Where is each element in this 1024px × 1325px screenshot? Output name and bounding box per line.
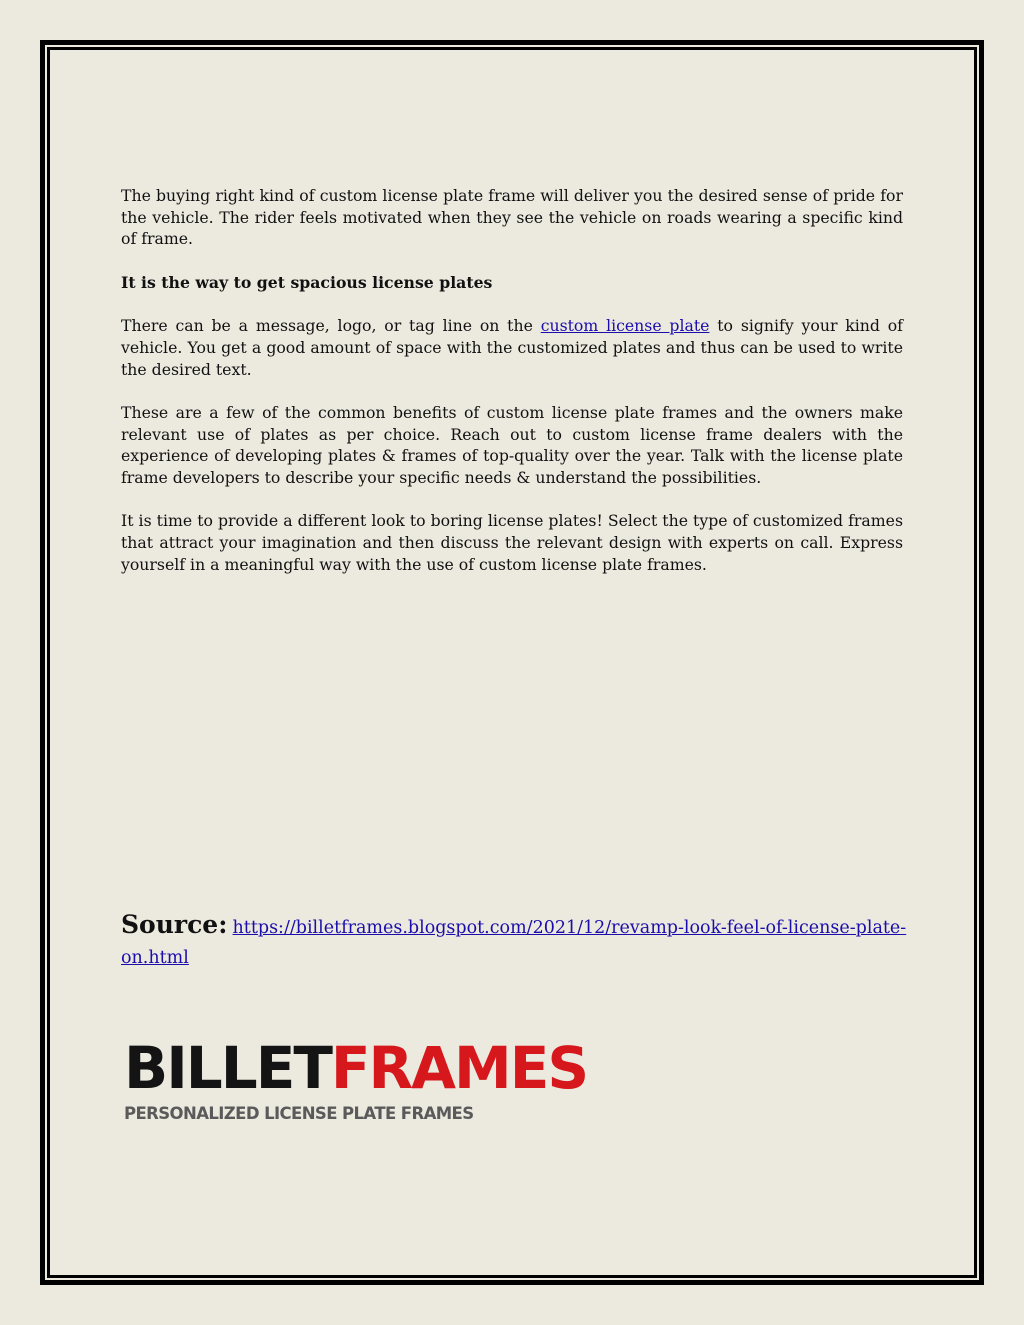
paragraph-intro: The buying right kind of custom license plate frame will deliver you the desired sense of pride for the vehicle. The rider feels motivated when they see the vehicle on roads wearing a specific kind of frame. [121, 186, 903, 249]
logo-word-billet: BILLET [124, 1034, 331, 1102]
paragraph-space-text-after: to signify your kind of vehicle. You get a good amount of space with the customized plates and thus can be used to write the desired text. [121, 316, 903, 379]
paragraph-benefits: These are a few of the common benefits of custom license plate frames and the owners make relevant use of plates as per choice. Reach out to custom license frame dealers with the experience of developing plates & frames of top-quality over the year. Talk with the license plate frame developers to describe your specific needs & understand the possibilities. [121, 402, 903, 488]
paragraph-space [121, 315, 903, 380]
logo-tagline: PERSONALIZED LICENSE PLATE FRAMES [124, 1104, 474, 1123]
logo-wordmark [124, 1034, 588, 1102]
source-label: Source: [121, 910, 228, 939]
source-citation [121, 910, 911, 973]
section-heading: It is the way to get spacious license plates [121, 272, 493, 292]
logo-word-frames: FRAMES [330, 1034, 588, 1102]
billetframes-logo [124, 1034, 588, 1123]
paragraph-closing: It is time to provide a different look to boring license plates! Select the type of customized frames that attract your imagination and then discuss the relevant design with experts on call. Express yourself in a meaningful way with the use of custom license plate frames. [121, 511, 903, 574]
source-url-link[interactable]: https://billetframes.blogspot.com/2021/12/revamp-look-feel-of-license-plate-on.html [121, 918, 907, 968]
document-body [121, 185, 903, 597]
paragraph-space-text-before: There can be a message, logo, or tag line on the [121, 316, 541, 336]
custom-license-plate-link[interactable]: custom license plate [540, 316, 710, 336]
